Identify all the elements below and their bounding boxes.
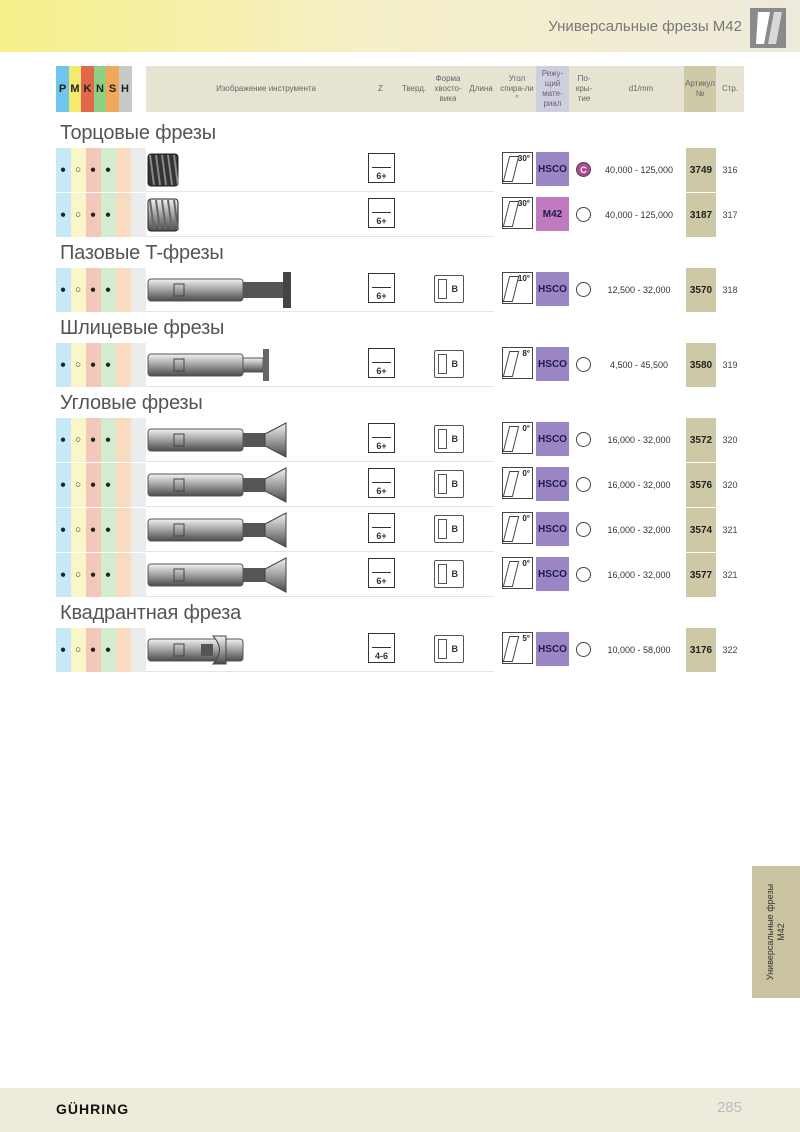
suitability-mark: ○ xyxy=(74,359,82,371)
tool-image xyxy=(146,195,356,235)
article-number[interactable]: 3576 xyxy=(686,463,716,507)
column-header-hardness: Тверд. xyxy=(401,84,427,93)
cutting-material: M42 xyxy=(536,197,569,231)
category-cell xyxy=(131,268,146,312)
category-cell xyxy=(131,418,146,462)
coating-icon xyxy=(576,282,591,297)
shank-form-label: B xyxy=(451,524,458,534)
column-header-material: Режу-щий мате-риал xyxy=(536,66,569,112)
cutting-material: HSCO xyxy=(536,467,569,501)
helix-shape-icon xyxy=(503,471,519,497)
shank-shape-icon xyxy=(438,354,447,374)
article-number[interactable]: 3176 xyxy=(686,628,716,672)
shank-form-label: B xyxy=(451,644,458,654)
tool-image xyxy=(146,555,356,595)
diameter-range: 16,000 - 32,000 xyxy=(607,435,671,445)
cutter-symbol-icon xyxy=(372,561,391,573)
helix-shape-icon xyxy=(503,426,519,452)
table-row[interactable] xyxy=(56,553,744,597)
suitability-mark: ● xyxy=(104,209,112,221)
category-cell xyxy=(131,343,146,387)
column-header-z: Z xyxy=(378,84,383,93)
row-divider xyxy=(146,236,494,237)
column-header-article: Артикул № xyxy=(684,66,716,112)
teeth-count-value: 6+ xyxy=(376,441,387,451)
teeth-count-icon xyxy=(368,273,395,303)
helix-shape-icon xyxy=(503,156,519,182)
footer xyxy=(0,1088,800,1132)
helix-shape-icon xyxy=(503,276,519,302)
suitability-mark: ● xyxy=(89,479,97,491)
helix-shape-icon xyxy=(503,351,519,377)
row-divider xyxy=(146,191,494,192)
diameter-range: 4,500 - 45,500 xyxy=(609,360,669,370)
suitability-mark: ○ xyxy=(74,569,82,581)
helix-shape-icon xyxy=(503,561,519,587)
row-divider xyxy=(146,596,494,597)
teeth-count-icon xyxy=(368,153,395,183)
table-row[interactable] xyxy=(56,148,744,192)
category-header-m: M xyxy=(69,66,82,112)
shank-shape-icon xyxy=(438,474,447,494)
cutting-material: HSCO xyxy=(536,422,569,456)
teeth-count-value: 6+ xyxy=(376,171,387,181)
diameter-range: 16,000 - 32,000 xyxy=(607,525,671,535)
page-reference[interactable]: 320 xyxy=(722,435,738,445)
article-number[interactable]: 3577 xyxy=(686,553,716,597)
tool-image xyxy=(146,150,356,190)
helix-angle-value: 8° xyxy=(522,349,530,358)
shank-form-icon xyxy=(434,425,464,453)
suitability-mark: ● xyxy=(104,359,112,371)
teeth-count-value: 6+ xyxy=(376,486,387,496)
section-title: Угловые фрезы xyxy=(60,392,203,414)
article-number[interactable]: 3580 xyxy=(686,343,716,387)
cutter-symbol-icon xyxy=(372,351,391,363)
helix-angle-icon xyxy=(502,347,533,379)
helix-angle-icon xyxy=(502,272,533,304)
table-row[interactable] xyxy=(56,628,744,672)
shank-shape-icon xyxy=(438,519,447,539)
helix-shape-icon xyxy=(503,636,519,662)
tool-image xyxy=(146,630,356,670)
helix-angle-value: 0° xyxy=(522,514,530,523)
helix-angle-icon xyxy=(502,512,533,544)
teeth-count-icon xyxy=(368,558,395,588)
helix-angle-value: 30° xyxy=(517,199,530,208)
shank-form-label: B xyxy=(451,284,458,294)
teeth-count-value: 6+ xyxy=(376,576,387,586)
suitability-mark: ● xyxy=(89,284,97,296)
suitability-mark: ● xyxy=(59,479,67,491)
category-cell xyxy=(116,148,131,192)
suitability-mark: ● xyxy=(59,644,67,656)
article-number[interactable]: 3570 xyxy=(686,268,716,312)
suitability-mark: ● xyxy=(59,434,67,446)
table-row[interactable] xyxy=(56,508,744,552)
coating-icon xyxy=(576,207,591,222)
table-row[interactable] xyxy=(56,463,744,507)
suitability-mark: ● xyxy=(104,524,112,536)
cutter-symbol-icon xyxy=(372,156,391,168)
coating-icon xyxy=(576,357,591,372)
suitability-mark: ○ xyxy=(74,164,82,176)
category-cell xyxy=(131,628,146,672)
suitability-mark: ○ xyxy=(74,644,82,656)
section-title: Торцовые фрезы xyxy=(60,122,216,144)
helix-angle-value: 10° xyxy=(517,274,530,283)
suitability-mark: ● xyxy=(89,524,97,536)
shank-shape-icon xyxy=(438,279,447,299)
suitability-mark: ● xyxy=(59,524,67,536)
section-title: Квадрантная фреза xyxy=(60,602,242,624)
article-number[interactable]: 3574 xyxy=(686,508,716,552)
suitability-mark: ● xyxy=(59,164,67,176)
suitability-mark: ● xyxy=(59,569,67,581)
teeth-count-icon xyxy=(368,198,395,228)
row-divider xyxy=(146,506,494,507)
category-cell xyxy=(131,148,146,192)
section-title: Шлицевые фрезы xyxy=(60,317,225,339)
shank-form-icon xyxy=(434,275,464,303)
tool-image xyxy=(146,420,356,460)
teeth-count-icon xyxy=(368,633,395,663)
page-reference[interactable]: 321 xyxy=(722,570,738,580)
suitability-mark: ○ xyxy=(74,524,82,536)
category-header-h: H xyxy=(119,66,132,112)
row-divider xyxy=(146,461,494,462)
table-row[interactable] xyxy=(56,193,744,237)
suitability-mark: ○ xyxy=(74,479,82,491)
category-header-p: P xyxy=(56,66,69,112)
cutter-symbol-icon xyxy=(372,471,391,483)
column-header-coating: По-кры-тие xyxy=(575,74,593,103)
shank-form-icon xyxy=(434,515,464,543)
teeth-count-value: 6+ xyxy=(376,366,387,376)
teeth-count-icon xyxy=(368,468,395,498)
diameter-range: 16,000 - 32,000 xyxy=(607,480,671,490)
helix-angle-icon xyxy=(502,152,533,184)
page-reference[interactable]: 316 xyxy=(722,165,738,175)
suitability-mark: ● xyxy=(104,164,112,176)
cutter-symbol-icon xyxy=(372,426,391,438)
teeth-count-value: 6+ xyxy=(376,216,387,226)
page-reference[interactable]: 320 xyxy=(722,480,738,490)
column-header-image: Изображение инструмента xyxy=(216,84,316,93)
diameter-range: 40,000 - 125,000 xyxy=(604,210,674,220)
suitability-mark: ● xyxy=(89,359,97,371)
category-cell xyxy=(131,193,146,237)
shank-form-label: B xyxy=(451,359,458,369)
row-divider xyxy=(146,386,494,387)
helix-angle-icon xyxy=(502,422,533,454)
suitability-mark: ● xyxy=(104,569,112,581)
cutter-symbol-icon xyxy=(372,516,391,528)
guhring-logo-mark-icon xyxy=(750,8,786,48)
column-header-length: Длина xyxy=(469,84,493,93)
helix-angle-value: 30° xyxy=(517,154,530,163)
coating-icon xyxy=(576,567,591,582)
helix-shape-icon xyxy=(503,516,519,542)
teeth-count-value: 6+ xyxy=(376,291,387,301)
shank-form-icon xyxy=(434,470,464,498)
shank-form-label: B xyxy=(451,434,458,444)
coating-icon xyxy=(576,522,591,537)
teeth-count-value: 4-6 xyxy=(374,651,388,661)
diameter-range: 10,000 - 58,000 xyxy=(607,645,671,655)
row-divider xyxy=(146,671,494,672)
cutting-material: HSCO xyxy=(536,632,569,666)
category-header-n: N xyxy=(94,66,107,112)
helix-angle-icon xyxy=(502,557,533,589)
table-row[interactable] xyxy=(56,418,744,462)
suitability-mark: ● xyxy=(104,644,112,656)
coating-icon xyxy=(576,642,591,657)
suitability-mark: ● xyxy=(89,434,97,446)
shank-form-icon xyxy=(434,350,464,378)
suitability-mark: ○ xyxy=(74,284,82,296)
shank-form-icon xyxy=(434,635,464,663)
coating-icon xyxy=(576,477,591,492)
cutting-material: HSCO xyxy=(536,152,569,186)
category-cell xyxy=(131,553,146,597)
suitability-mark: ● xyxy=(104,284,112,296)
suitability-mark: ● xyxy=(89,569,97,581)
category-cell xyxy=(116,193,131,237)
cutter-symbol-icon xyxy=(372,201,391,213)
page-reference[interactable]: 322 xyxy=(722,645,738,655)
suitability-mark: ● xyxy=(89,644,97,656)
shank-shape-icon xyxy=(438,429,447,449)
suitability-mark: ● xyxy=(89,164,97,176)
column-header-helix: Угол спира-ли ° xyxy=(500,74,534,103)
category-cell xyxy=(116,508,131,552)
suitability-mark: ● xyxy=(59,209,67,221)
category-cell xyxy=(116,268,131,312)
column-header-page: Стр. xyxy=(721,84,739,93)
section-title: Пазовые T-фрезы xyxy=(60,242,224,264)
suitability-mark: ● xyxy=(59,284,67,296)
category-cell xyxy=(116,628,131,672)
page-reference[interactable]: 318 xyxy=(722,285,738,295)
diameter-range: 16,000 - 32,000 xyxy=(607,570,671,580)
teeth-count-value: 6+ xyxy=(376,531,387,541)
category-cell xyxy=(131,463,146,507)
helix-angle-value: 0° xyxy=(522,424,530,433)
category-cell xyxy=(116,553,131,597)
cutter-symbol-icon xyxy=(372,636,391,648)
helix-angle-icon xyxy=(502,467,533,499)
shank-shape-icon xyxy=(438,564,447,584)
suitability-mark: ○ xyxy=(74,434,82,446)
shank-form-label: B xyxy=(451,479,458,489)
article-number[interactable]: 3187 xyxy=(686,193,716,237)
category-cell xyxy=(116,463,131,507)
teeth-count-icon xyxy=(368,513,395,543)
category-cell xyxy=(131,508,146,552)
tool-image xyxy=(146,270,356,310)
column-header-shank: Форма хвосто-вика xyxy=(434,74,462,103)
side-section-tab[interactable] xyxy=(752,866,800,998)
page-reference[interactable]: 321 xyxy=(722,525,738,535)
category-header-s: S xyxy=(106,66,119,112)
helix-angle-value: 0° xyxy=(522,469,530,478)
tool-image xyxy=(146,345,356,385)
row-divider xyxy=(146,311,494,312)
helix-shape-icon xyxy=(503,201,519,227)
suitability-mark: ● xyxy=(89,209,97,221)
category-header-k: K xyxy=(81,66,94,112)
article-number[interactable]: 3572 xyxy=(686,418,716,462)
cutting-material: HSCO xyxy=(536,512,569,546)
side-tab-label: Универсальные фрезы M42 xyxy=(765,883,786,981)
table-row[interactable] xyxy=(56,343,744,387)
page-reference[interactable]: 317 xyxy=(722,210,738,220)
page-reference[interactable]: 319 xyxy=(722,360,738,370)
diameter-range: 40,000 - 125,000 xyxy=(604,165,674,175)
category-cell xyxy=(116,418,131,462)
page-header-title: Универсальные фрезы M42 xyxy=(548,18,742,35)
table-column-header xyxy=(56,66,744,112)
category-cell xyxy=(116,343,131,387)
coating-icon xyxy=(576,432,591,447)
helix-angle-icon xyxy=(502,197,533,229)
tool-image xyxy=(146,465,356,505)
article-number[interactable]: 3749 xyxy=(686,148,716,192)
shank-form-icon xyxy=(434,560,464,588)
brand-logo: GÜHRING xyxy=(56,1101,130,1117)
tool-image xyxy=(146,510,356,550)
cutting-material: HSCO xyxy=(536,347,569,381)
suitability-mark: ● xyxy=(104,434,112,446)
shank-shape-icon xyxy=(438,639,447,659)
coating-icon: C xyxy=(576,162,591,177)
page-number: 285 xyxy=(716,1099,742,1116)
diameter-range: 12,500 - 32,000 xyxy=(607,285,671,295)
helix-angle-value: 5° xyxy=(522,634,530,643)
helix-angle-icon xyxy=(502,632,533,664)
table-row[interactable] xyxy=(56,268,744,312)
helix-angle-value: 0° xyxy=(522,559,530,568)
column-header-d1: d1/mm xyxy=(628,84,654,93)
suitability-mark: ● xyxy=(104,479,112,491)
cutter-symbol-icon xyxy=(372,276,391,288)
teeth-count-icon xyxy=(368,348,395,378)
teeth-count-icon xyxy=(368,423,395,453)
shank-form-label: B xyxy=(451,569,458,579)
cutting-material: HSCO xyxy=(536,557,569,591)
row-divider xyxy=(146,551,494,552)
suitability-mark: ○ xyxy=(74,209,82,221)
suitability-mark: ● xyxy=(59,359,67,371)
cutting-material: HSCO xyxy=(536,272,569,306)
